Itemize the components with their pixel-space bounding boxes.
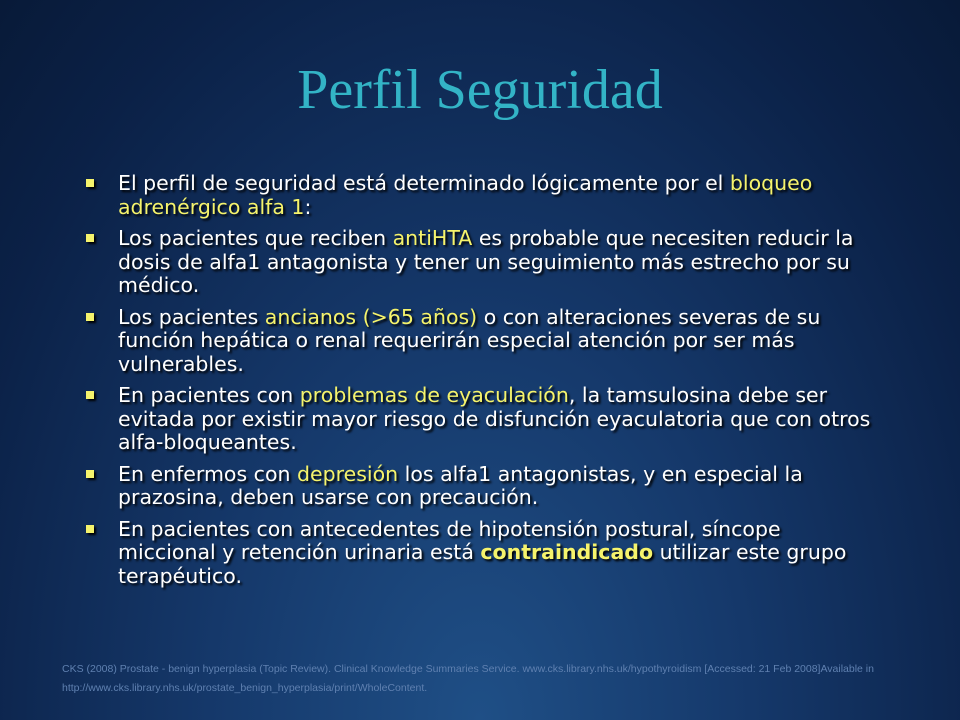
- slide-title: Perfil Seguridad: [297, 59, 663, 121]
- bullet-text: , la tamsulosina debe ser evitada por existir mayor riesgo de disfunción eyaculatoria que con otros alfa-bloqueantes.: [118, 383, 871, 454]
- bullet-text: Los pacientes que reciben: [118, 226, 393, 250]
- bullet-list: [82, 172, 882, 596]
- bullet-text: utilizar este grupo terapéutico.: [118, 540, 847, 588]
- square-bullet-icon: [86, 234, 94, 242]
- bullet-text: los alfa1 antagonistas, y en especial la prazosina, deben usarse con precaución.: [118, 461, 803, 509]
- bullet-item: [82, 306, 882, 377]
- bullet-text: :: [304, 194, 312, 219]
- square-bullet-icon: [86, 313, 94, 321]
- reference-footnote: CKS (2008) Prostate - benign hyperplasia (Topic Review). Clinical Knowledge Summaries Service. www.cks.library.nhs.uk/hypothyroidism [Accessed: 21 Feb 2008]Available in http://www.cks.library.nhs.uk/prostate_benign_hyperplasia/print/WholeContent.: [62, 663, 874, 694]
- bullet-text: En enfermos con: [118, 461, 297, 486]
- bullet-text: El perfil de seguridad está determinado lógicamente por el: [118, 171, 730, 195]
- bullet-text: En pacientes con: [118, 383, 300, 407]
- bullet-text: Los pacientes: [118, 304, 265, 329]
- bullet-item: [82, 518, 882, 589]
- bullet-item: [82, 227, 882, 298]
- square-bullet-icon: [86, 391, 94, 399]
- highlighted-term: depresión: [297, 461, 399, 486]
- highlighted-term: ancianos (>65 años): [264, 304, 478, 329]
- bullet-item: [82, 172, 882, 219]
- square-bullet-icon: [86, 179, 94, 187]
- square-bullet-icon: [86, 470, 94, 478]
- bullet-item: [82, 463, 882, 510]
- highlighted-term: contraindicado: [480, 540, 654, 564]
- bullet-item: [82, 384, 882, 455]
- highlighted-term: antiHTA: [392, 226, 473, 250]
- square-bullet-icon: [86, 525, 94, 533]
- bullet-text: o con alteraciones severas de su función hepática o renal requerirán especial atención por ser más vulnerables.: [118, 304, 821, 376]
- highlighted-term: bloqueo adrenérgico alfa 1: [118, 171, 813, 219]
- bullet-text: En pacientes con antecedentes de hipotensión postural, síncope miccional y retención urinaria está: [118, 516, 781, 564]
- bullet-text: es probable que necesiten reducir la dosis de alfa1 antagonista y tener un seguimiento más estrecho por su médico.: [118, 226, 854, 297]
- highlighted-term: problemas de eyaculación: [299, 383, 569, 407]
